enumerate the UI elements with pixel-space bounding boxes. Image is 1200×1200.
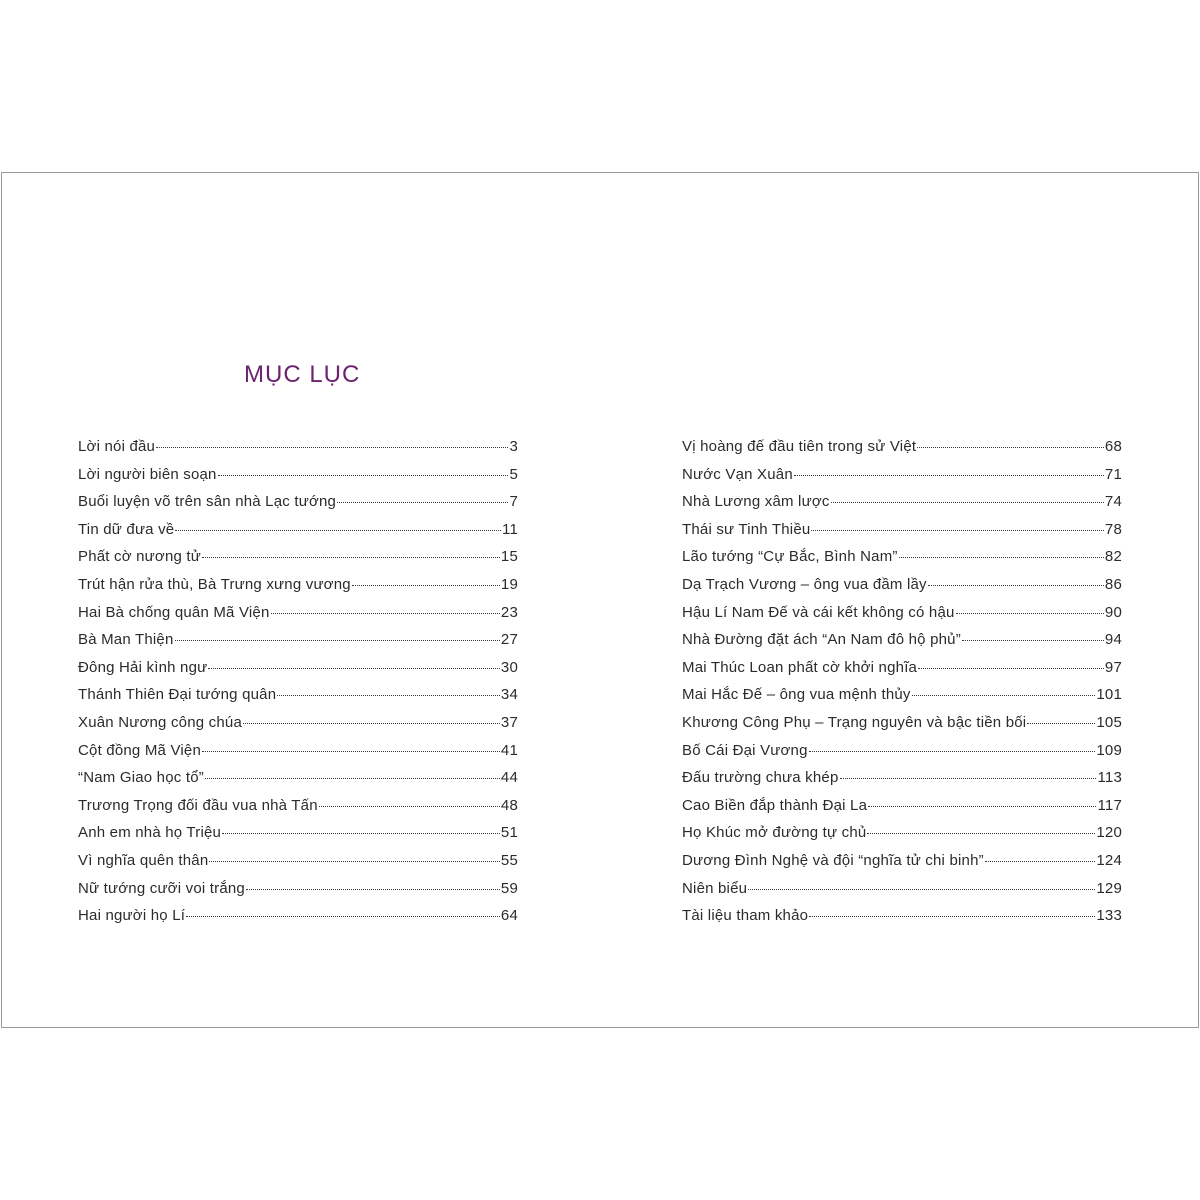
- toc-entry: [682, 490, 1122, 518]
- toc-entry: [682, 656, 1122, 684]
- toc-entry: [682, 711, 1122, 739]
- dot-leader: [809, 750, 1096, 752]
- toc-entry: [78, 628, 518, 656]
- toc-page-number: 97: [1104, 658, 1122, 676]
- dot-leader: [202, 556, 500, 558]
- toc-entry: [682, 518, 1122, 546]
- toc-page-number: 109: [1096, 741, 1122, 759]
- toc-entry-title: Vì nghĩa quên thân: [78, 851, 209, 869]
- dot-leader: [218, 474, 509, 476]
- toc-right-column: [682, 435, 1122, 932]
- toc-page-number: 105: [1096, 713, 1122, 731]
- toc-page-number: 41: [500, 741, 518, 759]
- toc-entry: [78, 766, 518, 794]
- dot-leader: [811, 529, 1103, 531]
- toc-entry: [682, 766, 1122, 794]
- toc-page-number: 48: [500, 796, 518, 814]
- dot-leader: [209, 860, 500, 862]
- toc-page-number: 129: [1096, 879, 1122, 897]
- dot-leader: [809, 915, 1095, 917]
- toc-entry-title: Bố Cái Đại Vương: [682, 741, 808, 759]
- toc-entry-title: Niên biểu: [682, 879, 748, 897]
- dot-leader: [175, 529, 501, 531]
- dot-leader: [352, 584, 500, 586]
- dot-leader: [175, 639, 500, 641]
- toc-page-number: 11: [502, 520, 518, 538]
- dot-leader: [337, 501, 508, 503]
- toc-page-number: 3: [509, 438, 518, 455]
- toc-entry-title: Khương Công Phụ – Trạng nguyên và bậc tiền bối: [682, 713, 1027, 731]
- toc-entry: [682, 821, 1122, 849]
- toc-page-number: 117: [1097, 796, 1122, 814]
- toc-entry: [78, 518, 518, 546]
- toc-entry: [78, 711, 518, 739]
- toc-page-number: 5: [509, 465, 518, 483]
- toc-entry-title: Lời nói đầu: [78, 438, 156, 455]
- toc-entry-title: Anh em nhà họ Triệu: [78, 824, 222, 842]
- dot-leader: [277, 694, 500, 696]
- dot-leader: [985, 860, 1096, 862]
- toc-entry-title: Xuân Nương công chúa: [78, 713, 242, 731]
- toc-entry: [78, 821, 518, 849]
- toc-entry-title: Đấu trường chưa khép: [682, 769, 839, 787]
- toc-entry: [78, 656, 518, 684]
- dot-leader: [156, 446, 508, 448]
- dot-leader: [748, 888, 1095, 890]
- toc-entry-title: Phất cờ nương tử: [78, 548, 202, 566]
- toc-page-number: 74: [1104, 493, 1122, 511]
- dot-leader: [962, 639, 1104, 641]
- toc-entry: [682, 877, 1122, 905]
- toc-entry-title: “Nam Giao học tổ”: [78, 769, 204, 787]
- toc-page-number: 113: [1097, 769, 1122, 787]
- dot-leader: [794, 474, 1104, 476]
- toc-entry: [78, 904, 518, 932]
- toc-entry: [78, 794, 518, 822]
- toc-entry-title: Lão tướng “Cự Bắc, Bình Nam”: [682, 548, 898, 566]
- toc-page-number: 82: [1104, 548, 1122, 566]
- toc-page-number: 30: [500, 658, 518, 676]
- dot-leader: [917, 446, 1104, 448]
- toc-page-number: 78: [1104, 520, 1122, 538]
- toc-entry-title: Hai Bà chống quân Mã Viện: [78, 603, 270, 621]
- toc-entry-title: Vị hoàng đế đầu tiên trong sử Việt: [682, 438, 917, 455]
- toc-page-number: 15: [500, 548, 518, 566]
- toc-entry-title: Buổi luyện võ trên sân nhà Lạc tướng: [78, 493, 337, 511]
- dot-leader: [222, 832, 500, 834]
- toc-entry: [78, 573, 518, 601]
- toc-entry: [78, 849, 518, 877]
- dot-leader: [246, 888, 500, 890]
- dot-leader: [840, 777, 1097, 779]
- dot-leader: [899, 556, 1104, 558]
- dot-leader: [956, 612, 1104, 614]
- dot-leader: [867, 832, 1095, 834]
- toc-page-number: 64: [500, 907, 518, 925]
- toc-entry-title: Họ Khúc mở đường tự chủ: [682, 824, 867, 842]
- toc-entry-title: Trương Trọng đối đầu vua nhà Tấn: [78, 796, 318, 814]
- toc-page-number: 55: [500, 851, 518, 869]
- toc-entry-title: Nhà Lương xâm lược: [682, 493, 830, 511]
- toc-page-number: 23: [500, 603, 518, 621]
- dot-leader: [912, 694, 1096, 696]
- toc-entry-title: Trút hận rửa thù, Bà Trưng xưng vương: [78, 575, 351, 593]
- toc-entry-title: Mai Hắc Đế – ông vua mệnh thủy: [682, 686, 911, 704]
- toc-page-number: 120: [1096, 824, 1122, 842]
- toc-entry-title: Nữ tướng cưỡi voi trắng: [78, 879, 245, 897]
- toc-page-number: 124: [1096, 851, 1122, 869]
- toc-entry-title: Cột đồng Mã Viện: [78, 741, 202, 759]
- toc-entry-title: Thái sư Tinh Thiều: [682, 520, 811, 538]
- toc-page-number: 7: [509, 493, 518, 511]
- toc-entry: [78, 435, 518, 463]
- toc-entry: [682, 849, 1122, 877]
- toc-entry: [682, 904, 1122, 932]
- toc-entry: [682, 573, 1122, 601]
- toc-entry: [78, 545, 518, 573]
- toc-entry-title: Mai Thúc Loan phất cờ khởi nghĩa: [682, 658, 918, 676]
- dot-leader: [208, 667, 500, 669]
- dot-leader: [271, 612, 500, 614]
- dot-leader: [243, 722, 500, 724]
- dot-leader: [186, 915, 500, 917]
- toc-page-number: 59: [500, 879, 518, 897]
- toc-entry: [682, 739, 1122, 767]
- toc-page-number: 44: [500, 769, 518, 787]
- dot-leader: [918, 667, 1104, 669]
- toc-entry: [78, 877, 518, 905]
- toc-entry-title: Đông Hải kình ngư: [78, 658, 208, 676]
- dot-leader: [1027, 722, 1095, 724]
- toc-page-number: 101: [1096, 686, 1122, 704]
- dot-leader: [202, 750, 500, 752]
- dot-leader: [205, 777, 500, 779]
- toc-page-number: 37: [500, 713, 518, 731]
- toc-entry: [78, 490, 518, 518]
- toc-entry-title: Dương Đình Nghệ và đội “nghĩa tử chi binh”: [682, 851, 984, 869]
- dot-leader: [868, 805, 1096, 807]
- toc-entry-title: Nhà Đường đặt ách “An Nam đô hộ phủ”: [682, 631, 961, 649]
- toc-entry: [682, 628, 1122, 656]
- toc-entry: [682, 435, 1122, 463]
- toc-entry-title: Dạ Trạch Vương – ông vua đầm lầy: [682, 575, 927, 593]
- dot-leader: [928, 584, 1104, 586]
- toc-entry: [682, 601, 1122, 629]
- toc-page-number: 68: [1104, 438, 1122, 455]
- toc-page-number: 27: [500, 631, 518, 649]
- toc-entry-title: Hai người họ Lí: [78, 907, 186, 925]
- toc-entry: [78, 683, 518, 711]
- toc-page-number: 71: [1104, 465, 1122, 483]
- toc-page-number: 19: [500, 575, 518, 593]
- toc-entry: [78, 601, 518, 629]
- toc-entry-title: Hậu Lí Nam Đế và cái kết không có hậu: [682, 603, 955, 621]
- toc-entry-title: Tài liệu tham khảo: [682, 907, 809, 925]
- toc-entry: [682, 794, 1122, 822]
- toc-page-number: 51: [500, 824, 518, 842]
- toc-title: MỤC LỤC: [244, 361, 361, 388]
- toc-entry: [78, 739, 518, 767]
- toc-page-number: 86: [1104, 575, 1122, 593]
- toc-entry: [78, 463, 518, 491]
- dot-leader: [319, 805, 500, 807]
- toc-page-number: 34: [500, 686, 518, 704]
- toc-entry-title: Tin dữ đưa về: [78, 520, 175, 538]
- toc-page-number: 94: [1104, 631, 1122, 649]
- toc-entry-title: Bà Man Thiện: [78, 631, 174, 649]
- toc-left-column: [78, 435, 518, 932]
- toc-entry-title: Lời người biên soạn: [78, 465, 217, 483]
- toc-entry-title: Nước Vạn Xuân: [682, 465, 793, 483]
- toc-entry: [682, 683, 1122, 711]
- toc-entry: [682, 545, 1122, 573]
- toc-entry: [682, 463, 1122, 491]
- dot-leader: [831, 501, 1104, 503]
- toc-entry-title: Cao Biền đắp thành Đại La: [682, 796, 868, 814]
- toc-page-number: 90: [1104, 603, 1122, 621]
- toc-entry-title: Thánh Thiên Đại tướng quân: [78, 686, 277, 704]
- toc-page-number: 133: [1096, 907, 1122, 925]
